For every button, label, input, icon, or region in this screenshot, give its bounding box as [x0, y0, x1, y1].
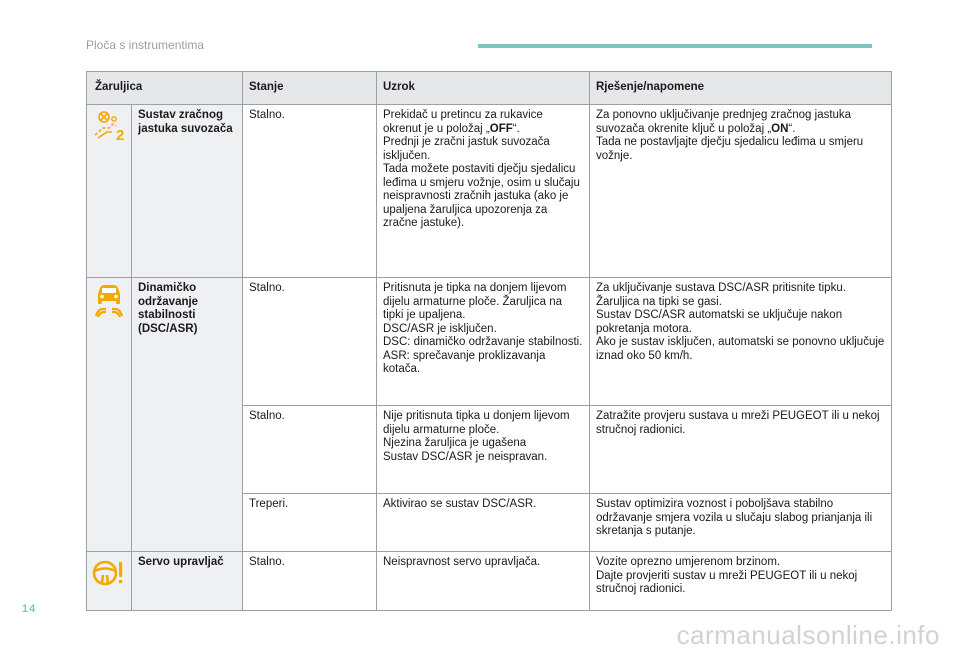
lamp-name-airbag: Sustav zračnog jastuka suvozača — [132, 105, 243, 278]
state-servo: Stalno. — [243, 552, 377, 611]
solution-dsc-3: Sustav optimizira voznost i poboljšava stabilno održavanje smjera vozila u slučaju slabog prianjanja ili skretanja s putanje. — [590, 494, 892, 552]
lamp-name-servo: Servo upravljač — [132, 552, 243, 611]
table-header-row — [87, 72, 892, 105]
header-state: Stanje — [243, 72, 377, 105]
solution-dsc-1: Za uključivanje sustava DSC/ASR pritisnite tipku. Žaruljica na tipki se gasi. Sustav DSC/ASR automatski se uključuje nakon pokretanja motora. Ako je sustav isključen, automatski se ponovno uključuje iznad oko 50 km/h. — [590, 278, 892, 406]
header-accent-bar — [478, 44, 872, 48]
cause-airbag-post: “. — [512, 122, 520, 135]
table-row — [87, 105, 892, 278]
page-number: 14 — [22, 603, 37, 615]
watermark: carmanualsonline.info — [676, 620, 940, 650]
icon-cell — [87, 552, 132, 611]
header-solution: Rješenje/napomene — [590, 72, 892, 105]
cause-dsc-1: Pritisnuta je tipka na donjem lijevom dijelu armaturne ploče. Žaruljica na tipki je upaljena. DSC/ASR je isključen. DSC: dinamičko održavanje stabilnosti. ASR: sprečavanje proklizavanja kotača. — [377, 278, 590, 406]
airbag-off-icon — [92, 111, 126, 141]
cause-dsc-2: Nije pritisnuta tipka u donjem lijevom dijelu armaturne ploče. Njezina žaruljica je ugašena Sustav DSC/ASR je neispravan. — [377, 406, 590, 494]
solution-airbag — [590, 105, 892, 278]
state-airbag: Stalno. — [243, 105, 377, 278]
cause-airbag-bold: OFF — [489, 122, 513, 135]
state-dsc-1: Stalno. — [243, 278, 377, 406]
solution-airbag-pre: Za ponovno uključivanje prednjeg zračnog jastuka suvozača okrenite ključ u položaj „ — [596, 109, 852, 135]
header-lamp: Žaruljica — [87, 72, 243, 105]
page-header-title: Ploča s instrumentima — [86, 38, 205, 52]
cause-dsc-3: Aktivirao se sustav DSC/ASR. — [377, 494, 590, 552]
icon-cell — [87, 105, 132, 278]
lamp-name-dsc: Dinamičko održavanje stabilnosti (DSC/ASR) — [132, 278, 243, 552]
solution-dsc-2: Zatražite provjeru sustava u mreži PEUGEOT ili u nekoj stručnoj radionici. — [590, 406, 892, 494]
cause-airbag — [377, 105, 590, 278]
table-row — [87, 278, 892, 406]
cause-airbag-rest: Prednji je zračni jastuk suvozača isključen. Tada možete postaviti dječju sjedalicu leđima u smjeru vožnje, osim u slučaju neispravnosti zračnih jastuka (ako je upaljena žaruljica upozorenja za zračne jastuke). — [383, 136, 580, 229]
solution-airbag-rest: Tada ne postavljajte dječju sjedalicu leđima u smjeru vožnje. — [596, 136, 864, 162]
power-steering-warning-icon — [92, 558, 126, 588]
solution-servo: Vozite oprezno umjerenom brzinom. Dajte provjeriti sustav u mreži PEUGEOT ili u nekoj stručnoj radionici. — [590, 552, 892, 611]
state-dsc-2: Stalno. — [243, 406, 377, 494]
icon-cell — [87, 278, 132, 552]
cause-servo: Neispravnost servo upravljača. — [377, 552, 590, 611]
header-cause: Uzrok — [377, 72, 590, 105]
warning-lamps-table — [86, 71, 892, 611]
solution-airbag-bold: ON — [771, 122, 789, 135]
dsc-asr-icon — [93, 284, 125, 318]
solution-airbag-post: “. — [788, 122, 796, 135]
svg-text:2: 2 — [116, 127, 125, 141]
cause-airbag-pre: Prekidač u pretincu za rukavice okrenut je u položaj „ — [383, 109, 543, 135]
table-row — [87, 552, 892, 611]
state-dsc-3: Treperi. — [243, 494, 377, 552]
